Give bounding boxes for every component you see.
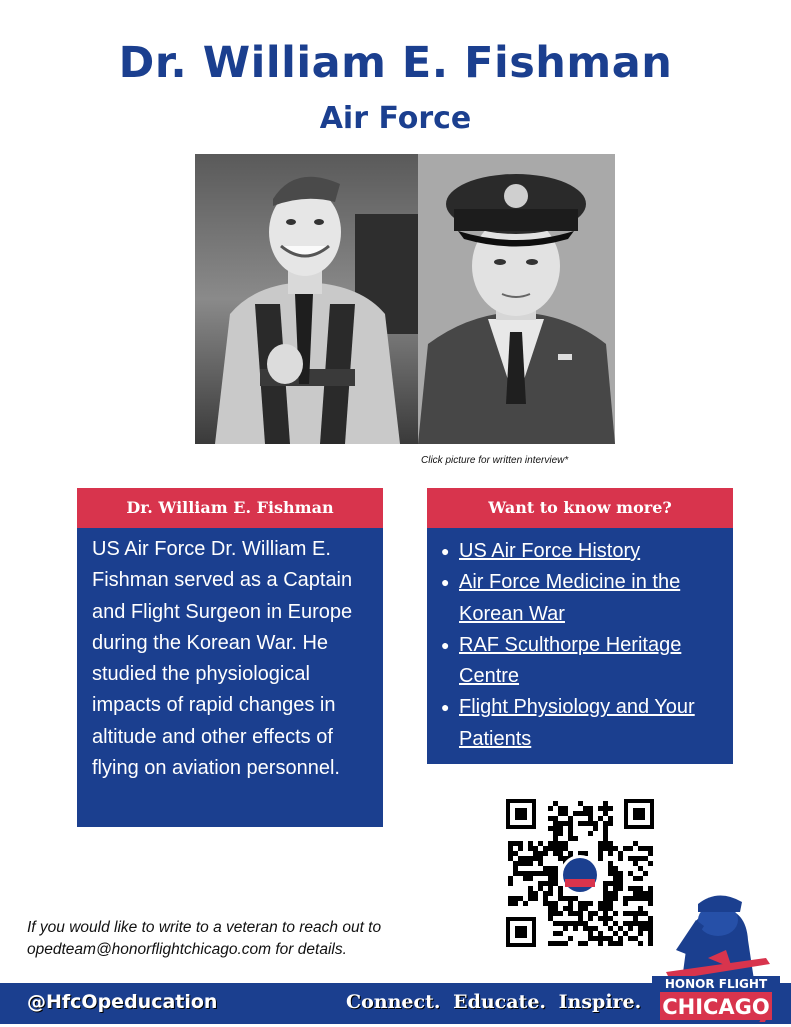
link-flight-physiology[interactable]: Flight Physiology and Your Patients	[459, 696, 695, 750]
page-title: Dr. William E. Fishman	[118, 38, 673, 88]
list-item	[441, 692, 725, 755]
link-air-force-medicine[interactable]: Air Force Medicine in the Korean War	[459, 571, 681, 625]
photo-caption[interactable]: Click picture for written interview*	[421, 455, 569, 466]
list-item	[441, 567, 725, 630]
logo-text-2: CHICAGO	[662, 995, 770, 1019]
bio-heading: Dr. William E. Fishman	[77, 488, 383, 528]
contact-note	[27, 917, 381, 961]
list-item	[441, 630, 725, 693]
link-raf-sculthorpe[interactable]: RAF Sculthorpe Heritage Centre	[459, 633, 682, 688]
contact-line-2: opedteam@honorflightchicago.com for details.	[27, 941, 347, 958]
contact-line-1: If you would like to write to a veteran to reach out to	[27, 919, 382, 936]
qr-code[interactable]	[504, 797, 656, 949]
bio-text: US Air Force Dr. William E. Fishman served as a Captain and Flight Surgeon in Europe during the Korean War. He studied the physiological impacts of rapid changes in altitude and other effects of flying on aviation personnel.	[92, 538, 353, 780]
page-subtitle: Air Force	[319, 101, 472, 136]
resources-card	[427, 488, 733, 764]
link-us-air-force-history[interactable]: US Air Force History	[459, 540, 641, 562]
tagline: Connect. Educate. Inspire.	[346, 991, 642, 1013]
veteran-photo-portrait[interactable]	[418, 154, 615, 444]
list-item	[441, 536, 725, 567]
veteran-photo-flight-gear[interactable]	[195, 154, 418, 444]
social-handle[interactable]: @HfcOpeducation	[27, 991, 218, 1013]
logo-text-1: HONOR FLIGHT	[664, 977, 768, 991]
resources-heading: Want to know more?	[427, 488, 733, 528]
resources-list	[427, 528, 733, 755]
honor-flight-logo	[646, 880, 786, 1022]
bio-card	[77, 488, 383, 827]
